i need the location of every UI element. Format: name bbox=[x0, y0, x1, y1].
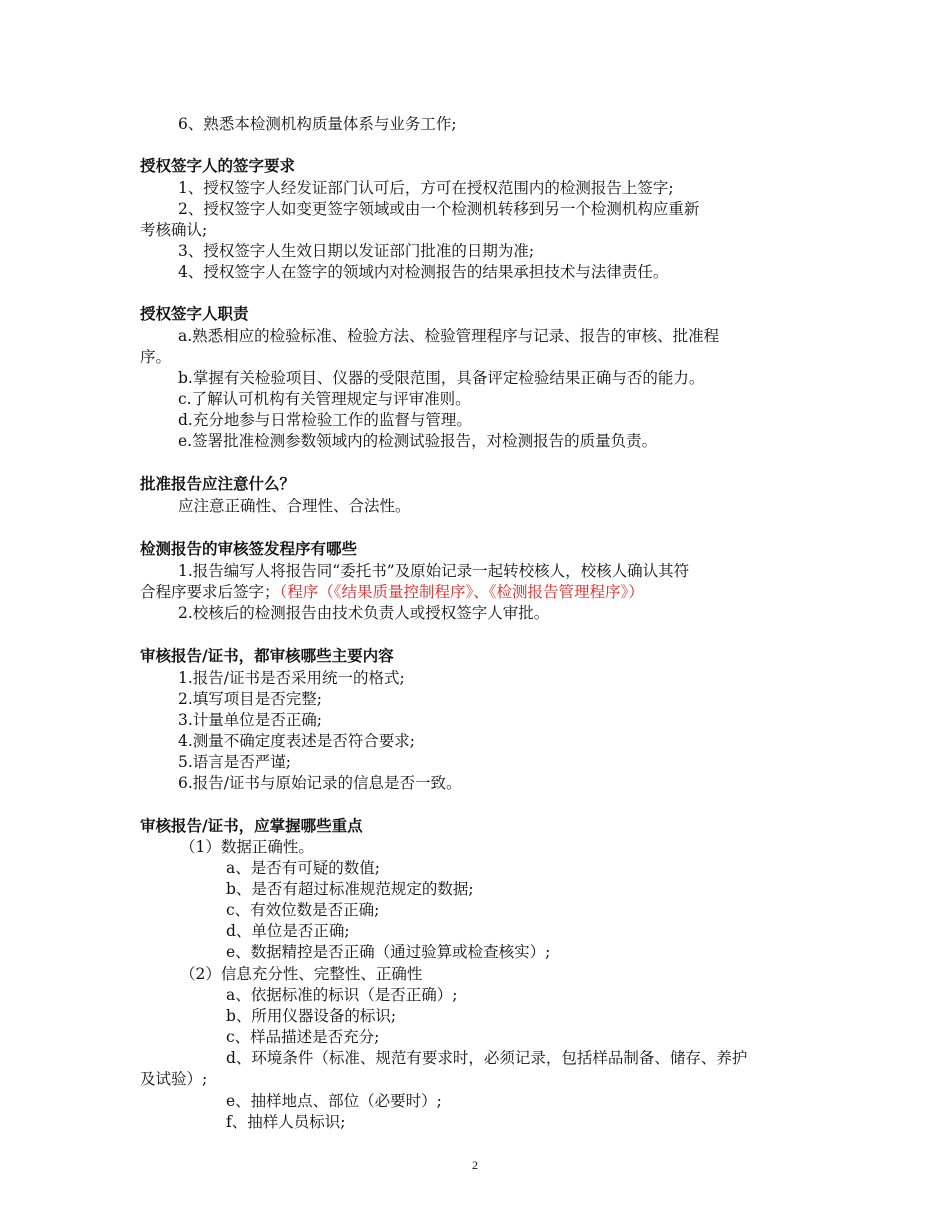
sub-list-item: e、抽样地点、部位（必要时）; bbox=[226, 1092, 442, 1110]
sub-list-item: f、抽样人员标识; bbox=[226, 1113, 346, 1131]
sub-list-item: d、环境条件（标准、规范有要求时，必须记录，包括样品制备、储存、养护 bbox=[226, 1049, 748, 1067]
list-item: 1.报告编写人将报告同“委托书”及原始记录一起转校核人，校核人确认其符 bbox=[178, 562, 690, 580]
list-item: 2.校核后的检测报告由技术负责人或授权签字人审批。 bbox=[178, 604, 550, 622]
sub-list-item: e、数据精控是否正确（通过验算或检查核实）; bbox=[226, 943, 551, 961]
list-item: 2、授权签字人如变更签字领域或由一个检测机转移到另一个检测机构应重新 bbox=[178, 200, 700, 218]
list-item: （2）信息充分性、完整性、正确性 bbox=[180, 965, 423, 983]
sub-list-item: b、所用仪器设备的标识; bbox=[226, 1007, 397, 1025]
list-item: e.签署批准检测参数领域内的检测试验报告，对检测报告的质量负责。 bbox=[178, 432, 658, 450]
sub-list-item: c、有效位数是否正确; bbox=[226, 901, 380, 919]
list-item: 2.填写项目是否完整; bbox=[178, 690, 323, 708]
list-item: 3、授权签字人生效日期以发证部门批准的日期为准; bbox=[178, 242, 535, 260]
sub-list-item-continuation: 及试验）; bbox=[140, 1070, 208, 1088]
section-heading: 批准报告应注意什么？ bbox=[140, 474, 296, 493]
list-item: b.掌握有关检验项目、仪器的受限范围，具备评定检验结果正确与否的能力。 bbox=[178, 369, 705, 387]
section-heading: 授权签字人的签字要求 bbox=[140, 156, 296, 175]
intro-item: 6、熟悉本检测机构质量体系与业务工作; bbox=[178, 115, 457, 133]
list-item: a.熟悉相应的检验标准、检验方法、检验管理程序与记录、报告的审核、批准程 bbox=[178, 327, 720, 345]
section-heading: 检测报告的审核签发程序有哪些 bbox=[140, 539, 358, 558]
list-item: d.充分地参与日常检验工作的监督与管理。 bbox=[178, 411, 472, 429]
sub-list-item: b、是否有超过标准规范规定的数据; bbox=[226, 880, 474, 898]
section-heading: 授权签字人职责 bbox=[140, 304, 249, 323]
list-item: 3.计量单位是否正确; bbox=[178, 711, 323, 729]
list-item: 6.报告/证书与原始记录的信息是否一致。 bbox=[178, 774, 462, 792]
list-item: 1、授权签字人经发证部门认可后，方可在授权范围内的检测报告上签字; bbox=[178, 179, 674, 197]
list-item: 4.测量不确定度表述是否符合要求; bbox=[178, 732, 416, 750]
sub-list-item: c、样品描述是否充分; bbox=[226, 1028, 380, 1046]
list-item: c.了解认可机构有关管理规定与评审准则。 bbox=[178, 390, 471, 408]
section-heading: 审核报告/证书，应掌握哪些重点 bbox=[140, 816, 363, 835]
list-item-text: 合程序要求后签字； bbox=[140, 583, 280, 601]
list-item-continuation: 序。 bbox=[140, 348, 172, 366]
section-heading: 审核报告/证书，都审核哪些主要内容 bbox=[140, 646, 394, 665]
paragraph: 应注意正确性、合理性、合法性。 bbox=[178, 497, 411, 515]
sub-list-item: a、依据标准的标识（是否正确）; bbox=[226, 986, 458, 1004]
list-item: （1）数据正确性。 bbox=[180, 838, 314, 856]
page-number: 2 bbox=[472, 1158, 478, 1172]
sub-list-item: a、是否有可疑的数值; bbox=[226, 859, 380, 877]
procedure-reference: （程序（《结果质量控制程序》、《检测报告管理程序》） bbox=[279, 583, 644, 601]
list-item-continuation bbox=[140, 581, 644, 603]
list-item: 4、授权签字人在签字的领域内对检测报告的结果承担技术与法律责任。 bbox=[178, 263, 669, 281]
list-item: 5.语言是否严谨; bbox=[178, 753, 292, 771]
list-item: 1.报告/证书是否采用统一的格式; bbox=[178, 669, 405, 687]
sub-list-item: d、单位是否正确; bbox=[226, 922, 350, 940]
list-item-continuation: 考核确认; bbox=[140, 221, 208, 239]
